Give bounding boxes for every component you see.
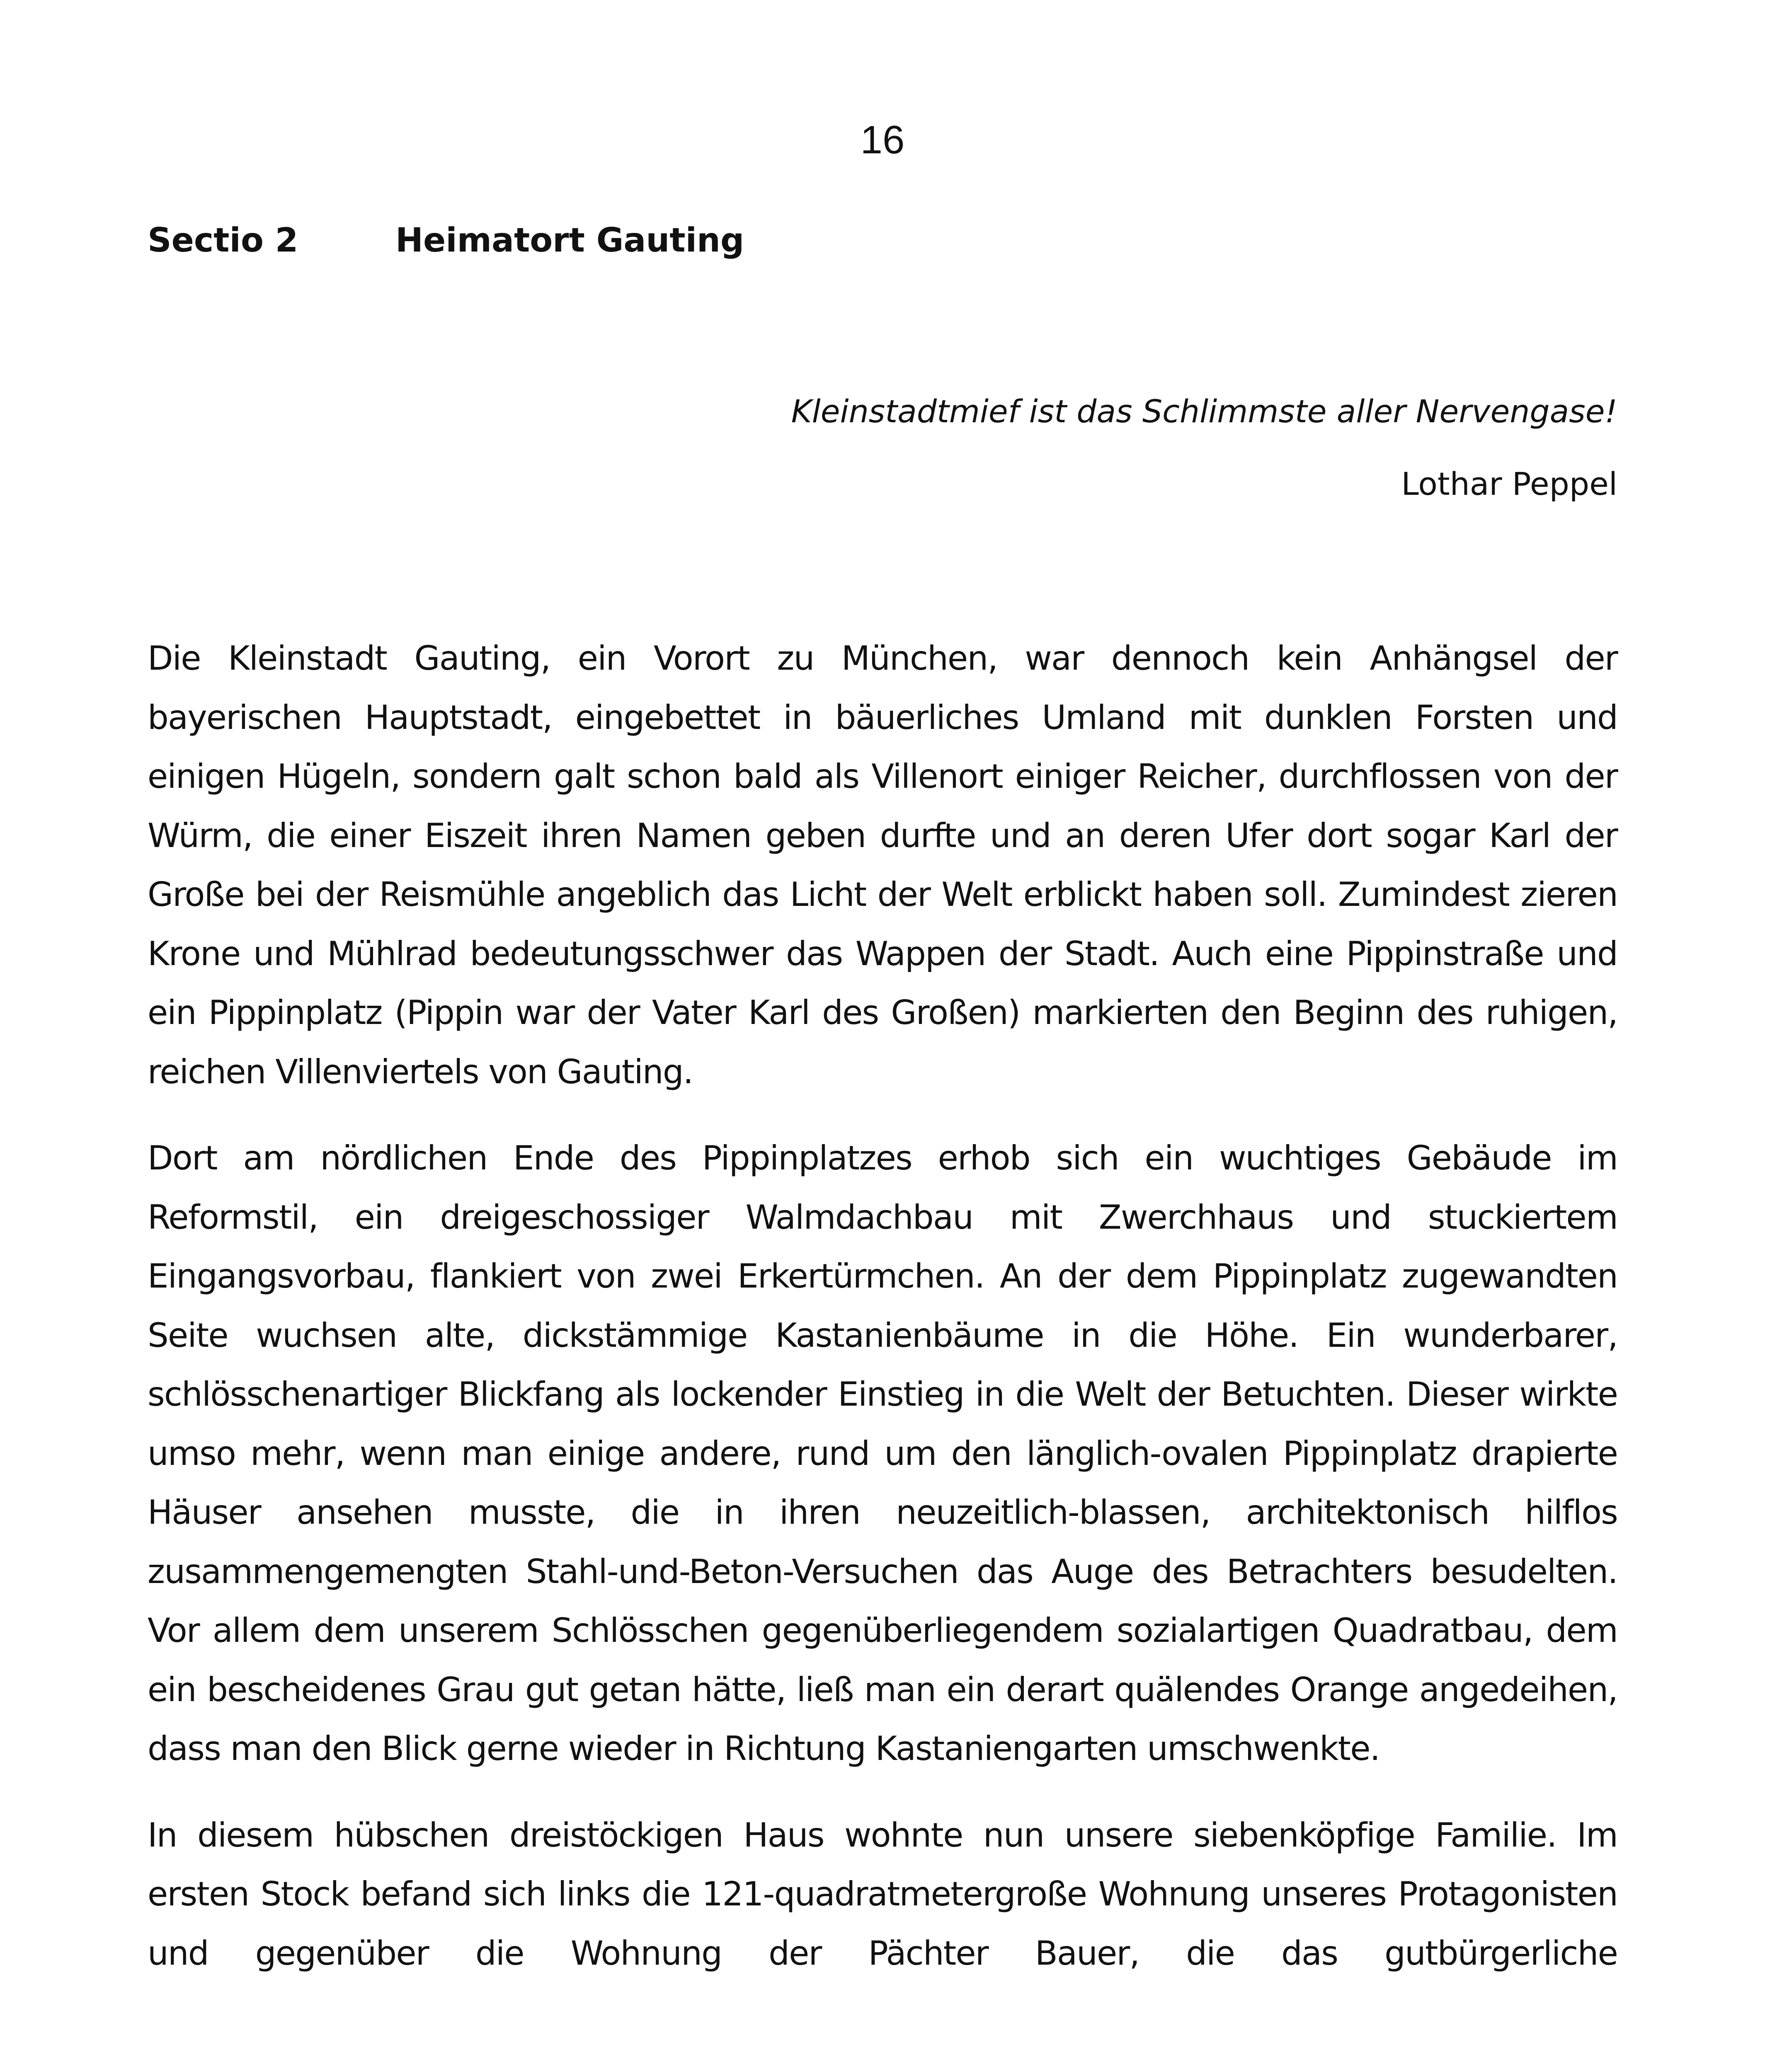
section-title: Heimatort Gauting	[395, 221, 744, 259]
section-heading	[148, 221, 744, 259]
paragraph: Dort am nördlichen Ende des Pippinplatzes erhob sich ein wuchtiges Gebäude im Reformstil, ein dreigeschossiger Walmdachbau mit Zwerchhaus und stuckiertem Eingangsvorbau, flankiert von zwei Erkertürmchen. An der dem Pippinplatz zugewandten Seite wuchsen alte, dickstämmige Kastanienbäume in die Höhe. Ein wunderbarer, schlösschenartiger Blickfang als lockender Einstieg in die Welt der Betuchten. Dieser wirkte umso mehr, wenn man einige andere, rund um den länglich-ovalen Pippinplatz drapierte Häuser ansehen musste, die in ihren neuzeitlich-blassen, architektonisch hilflos zusammengemengten Stahl-und-Beton-Versuchen das Auge des Betrachters besudelten. Vor allem dem unserem Schlösschen gegenüberliegendem sozialartigen Quadratbau, dem ein bescheidenes Grau gut getan hätte, ließ man ein derart quälendes Orange angedeihen, dass man den Blick gerne wieder in Richtung Kastaniengarten umschwenkte.	[148, 1139, 1617, 1768]
paragraph: In diesem hübschen dreistöckigen Haus wohnte nun unsere siebenköpfige Familie. Im ersten Stock befand sich links die 121-quadratmetergroße Wohnung unseres Protagonisten und gegenüber die Wohnung der Pächter Bauer, die das gutbürgerliche	[148, 1815, 1617, 1973]
epigraph-quote: Kleinstadtmief ist das Schlimmste aller Nervengase!	[791, 393, 1617, 430]
epigraph-author: Lothar Peppel	[1401, 465, 1617, 502]
body-text	[148, 629, 1617, 2010]
section-label: Sectio 2	[148, 221, 298, 259]
paragraph: Die Kleinstadt Gauting, ein Vorort zu München, war dennoch kein Anhängsel der bayerischen Hauptstadt, eingebettet in bäuerliches Umland mit dunklen Forsten und einigen Hügeln, sondern galt schon bald als Villenort einiger Reicher, durchflossen von der Würm, die einer Eiszeit ihren Namen geben durfte und an deren Ufer dort sogar Karl der Große bei der Reismühle angeblich das Licht der Welt erblickt haben soll. Zumindest zieren Krone und Mühlrad bedeutungsschwer das Wappen der Stadt. Auch eine Pippinstraße und ein Pippinplatz (Pippin war der Vater Karl des Großen) markierten den Beginn des ruhigen, reichen Villenviertels von Gauting.	[148, 639, 1617, 1091]
page-number: 16	[860, 118, 905, 162]
